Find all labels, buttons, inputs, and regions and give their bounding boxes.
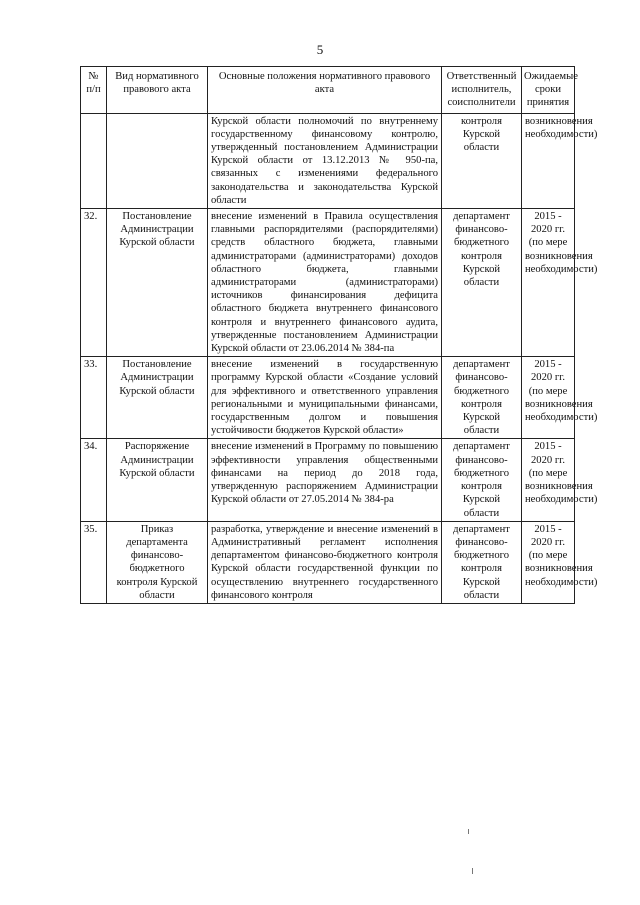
row-responsible: департамент финансово-бюджетного контроля Курской области <box>442 209 522 357</box>
row-num: 35. <box>81 521 107 603</box>
row-num: 34. <box>81 439 107 521</box>
row-kind: Постановление Администрации Курской области <box>107 357 208 439</box>
header-text: Основные положения нормативного правового акта <box>208 67 442 114</box>
table-header-row <box>81 67 575 114</box>
header-responsible: Ответственный исполнитель, соисполнители <box>442 67 522 114</box>
row-responsible: департамент финансово-бюджетного контроля Курской области <box>442 439 522 521</box>
scan-artifact <box>472 868 473 874</box>
row-kind: Приказ департамента финансово-бюджетного контроля Курской области <box>107 521 208 603</box>
table-row <box>81 113 575 208</box>
row-kind: Распоряжение Администрации Курской области <box>107 439 208 521</box>
row-text: Курской области полномочий по внутреннему государственному финансовому контролю, утвержденный постановлением Администрации Курской области от 13.12.2013 № 950-па, связанных с изменениями федерального законодательства и законодательства Курской области <box>208 113 442 208</box>
row-kind: Постановление Администрации Курской области <box>107 209 208 357</box>
row-term: возникновения необходимости) <box>522 113 575 208</box>
row-num: 32. <box>81 209 107 357</box>
table-row <box>81 209 575 357</box>
row-text: внесение изменений в Правила осуществления главными распорядителями (распорядителями) средств областного бюджета, главными администраторами (администраторами) доходов областного бюджета, главными администраторами (администраторами) источников финансирования дефицита областного бюджета внутреннего финансового контроля и внутреннего финансового аудита, утвержденные постановлением Администрации Курской области от 23.06.2014 № 384-па <box>208 209 442 357</box>
row-responsible: департамент финансово-бюджетного контроля Курской области <box>442 357 522 439</box>
table-row <box>81 521 575 603</box>
table-row <box>81 357 575 439</box>
header-num: № п/п <box>81 67 107 114</box>
row-term: 2015 - 2020 гг. (по мере возникновения необходимости) <box>522 439 575 521</box>
acts-table <box>80 66 598 604</box>
row-term: 2015 - 2020 гг. (по мере возникновения необходимости) <box>522 209 575 357</box>
row-responsible: департамент финансово-бюджетного контроля Курской области <box>442 521 522 603</box>
row-num <box>81 113 107 208</box>
row-text: внесение изменений в государственную программу Курской области «Создание условий для эффективного и ответственного управления региональными и муниципальными финансами, государственным долгом и повышения устойчивости бюджетов Курской области» <box>208 357 442 439</box>
header-kind: Вид нормативного правового акта <box>107 67 208 114</box>
scan-artifact <box>468 829 469 834</box>
row-text: разработка, утверждение и внесение изменений в Административный регламент исполнения департаментом финансово-бюджетного контроля Курской области государственной функции по осуществлению внутреннего государственного финансового контроля <box>208 521 442 603</box>
row-term: 2015 - 2020 гг. (по мере возникновения необходимости) <box>522 521 575 603</box>
header-term: Ожидаемые сроки принятия <box>522 67 575 114</box>
table-row <box>81 439 575 521</box>
row-kind <box>107 113 208 208</box>
row-responsible: контроля Курской области <box>442 113 522 208</box>
page-number: 5 <box>316 42 324 57</box>
row-num: 33. <box>81 357 107 439</box>
row-text: внесение изменений в Программу по повышению эффективности управления общественными финансами на период до 2018 года, утвержденную распоряжением Администрации Курской области от 27.05.2014 № 384-ра <box>208 439 442 521</box>
row-term: 2015 - 2020 гг. (по мере возникновения необходимости) <box>522 357 575 439</box>
